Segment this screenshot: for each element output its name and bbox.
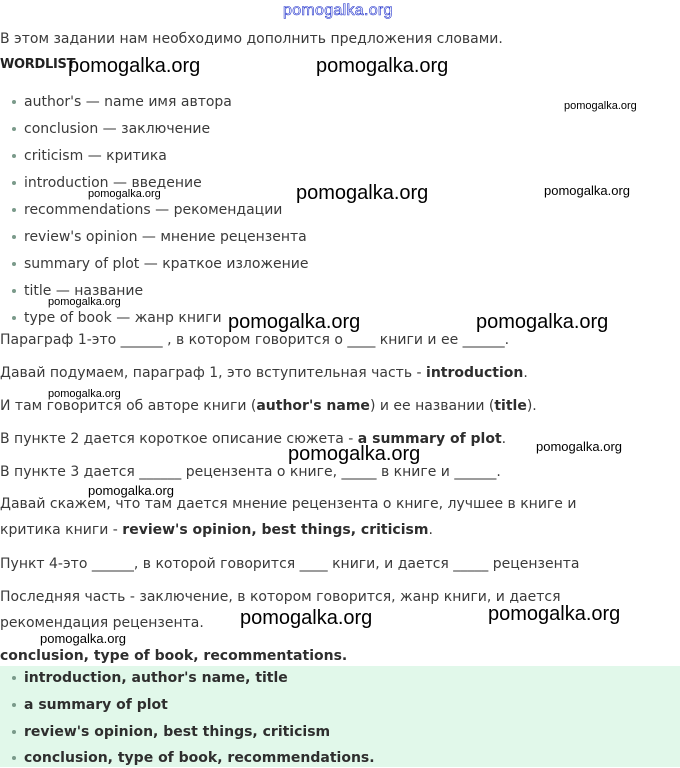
watermark: pomogalka.org [296,182,429,204]
watermark: pomogalka.org [544,183,630,198]
wordlist-item: criticism — критика [12,146,167,166]
wordlist-item: author's — name имя автора [12,92,232,112]
watermark: pomogalka.org [316,55,449,77]
watermark: pomogalka.org [48,296,121,308]
wordlist-item: type of book — жанр книги [12,308,222,328]
watermark: pomogalka.org [40,631,126,646]
watermark: pomogalka.org [488,603,621,625]
paragraph-2: Давай подумаем, параграф 1, это вступительная часть - introduction. [0,365,528,381]
wordlist-item: conclusion — заключение [12,119,210,139]
answer-item: review's opinion, best things, criticism [12,722,330,742]
paragraph-6: Давай скажем, что там дается мнение рецензента о книге, лучшее в книге и критика книги - review's opinion, best things, criticism. [0,496,577,538]
watermark: pomogalka.org [88,188,161,200]
answer-box [0,666,680,767]
paragraph-3: И там говорится об авторе книги (author's name) и ее названии (title). [0,398,537,414]
wordlist-item: title — название [12,281,143,301]
watermark: pomogalka.org [564,100,637,112]
watermark: pomogalka.org [240,607,373,629]
answer-item: conclusion, type of book, recommendations. [12,748,375,768]
watermark: pomogalka.org [476,311,609,333]
wordlist-item: review's opinion — мнение рецензента [12,227,307,247]
wordlist-item: introduction — введение [12,173,202,193]
answer-item: introduction, author's name, title [12,668,288,688]
wordlist-heading: WORDLIST [0,57,76,72]
watermark: pomogalka.org [48,388,121,400]
paragraph-7: Пункт 4-это ______, в которой говорится ____ книги, и дается _____ рецензента [0,556,580,572]
paragraph-9: conclusion, type of book, recommentations. [0,648,348,664]
answer-item: a summary of plot [12,695,168,715]
paragraph-4: В пункте 2 дается короткое описание сюжета - a summary of plot. [0,431,507,447]
paragraph-8: Последняя часть - заключение, в котором говорится, жанр книги, и дается рекомендация рецензента. [0,589,561,631]
watermark: pomogalka.org [68,55,201,77]
watermark-top: pomogalka.org [283,2,393,19]
watermark: pomogalka.org [228,311,361,333]
paragraph-5: В пункте 3 дается ______ рецензента о книге, _____ в книге и ______. [0,464,501,480]
wordlist-item: summary of plot — краткое изложение [12,254,309,274]
watermark: pomogalka.org [536,439,622,454]
intro-text: В этом задании нам необходимо дополнить предложения словами. [0,31,503,47]
watermark: pomogalka.org [288,443,421,465]
paragraph-1: Параграф 1-это ______ , в котором говорится о ____ книги и ее ______. [0,332,510,348]
wordlist-item: recommendations — рекомендации [12,200,282,220]
watermark: pomogalka.org [88,483,174,498]
